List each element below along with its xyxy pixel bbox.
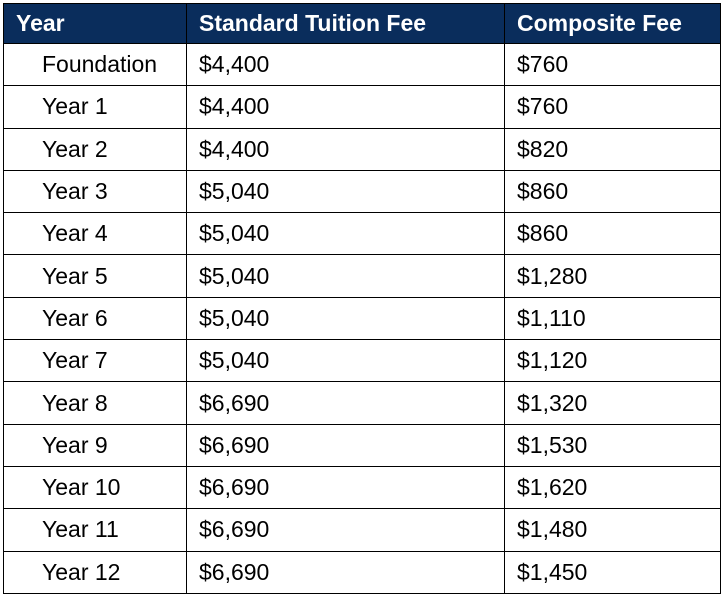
table-row <box>4 340 721 382</box>
standard-tuition-fee-cell: $6,690 <box>187 466 505 508</box>
table-header <box>4 4 721 44</box>
standard-tuition-fee-cell: $5,040 <box>187 297 505 339</box>
year-cell: Year 2 <box>4 128 187 170</box>
year-cell: Year 11 <box>4 509 187 551</box>
standard-tuition-fee-cell: $5,040 <box>187 255 505 297</box>
table-row <box>4 509 721 551</box>
table-row <box>4 128 721 170</box>
composite-fee-cell: $1,110 <box>505 297 721 339</box>
year-cell: Year 8 <box>4 382 187 424</box>
composite-fee-cell: $1,530 <box>505 424 721 466</box>
table-row <box>4 213 721 255</box>
standard-tuition-fee-cell: $5,040 <box>187 170 505 212</box>
standard-tuition-fee-cell: $4,400 <box>187 128 505 170</box>
year-cell: Year 7 <box>4 340 187 382</box>
fee-table <box>3 3 721 594</box>
composite-fee-cell: $1,280 <box>505 255 721 297</box>
composite-fee-cell: $820 <box>505 128 721 170</box>
header-standard-tuition-fee: Standard Tuition Fee <box>187 4 505 44</box>
standard-tuition-fee-cell: $6,690 <box>187 509 505 551</box>
composite-fee-cell: $860 <box>505 170 721 212</box>
composite-fee-cell: $1,480 <box>505 509 721 551</box>
standard-tuition-fee-cell: $6,690 <box>187 382 505 424</box>
table-body <box>4 44 721 594</box>
year-cell: Year 9 <box>4 424 187 466</box>
standard-tuition-fee-cell: $6,690 <box>187 424 505 466</box>
year-cell: Year 3 <box>4 170 187 212</box>
composite-fee-cell: $860 <box>505 213 721 255</box>
header-year: Year <box>4 4 187 44</box>
standard-tuition-fee-cell: $5,040 <box>187 213 505 255</box>
table-row <box>4 170 721 212</box>
table-row <box>4 44 721 86</box>
year-cell: Year 5 <box>4 255 187 297</box>
composite-fee-cell: $1,120 <box>505 340 721 382</box>
year-cell: Year 4 <box>4 213 187 255</box>
table-row <box>4 297 721 339</box>
table-row <box>4 86 721 128</box>
standard-tuition-fee-cell: $5,040 <box>187 340 505 382</box>
year-cell: Foundation <box>4 44 187 86</box>
standard-tuition-fee-cell: $4,400 <box>187 86 505 128</box>
composite-fee-cell: $1,620 <box>505 466 721 508</box>
composite-fee-cell: $1,320 <box>505 382 721 424</box>
year-cell: Year 12 <box>4 551 187 593</box>
year-cell: Year 10 <box>4 466 187 508</box>
table-row <box>4 382 721 424</box>
standard-tuition-fee-cell: $6,690 <box>187 551 505 593</box>
composite-fee-cell: $760 <box>505 86 721 128</box>
standard-tuition-fee-cell: $4,400 <box>187 44 505 86</box>
header-row <box>4 4 721 44</box>
composite-fee-cell: $1,450 <box>505 551 721 593</box>
table-row <box>4 255 721 297</box>
composite-fee-cell: $760 <box>505 44 721 86</box>
year-cell: Year 6 <box>4 297 187 339</box>
year-cell: Year 1 <box>4 86 187 128</box>
table-row <box>4 551 721 593</box>
header-composite-fee: Composite Fee <box>505 4 721 44</box>
table-row <box>4 424 721 466</box>
table-row <box>4 466 721 508</box>
